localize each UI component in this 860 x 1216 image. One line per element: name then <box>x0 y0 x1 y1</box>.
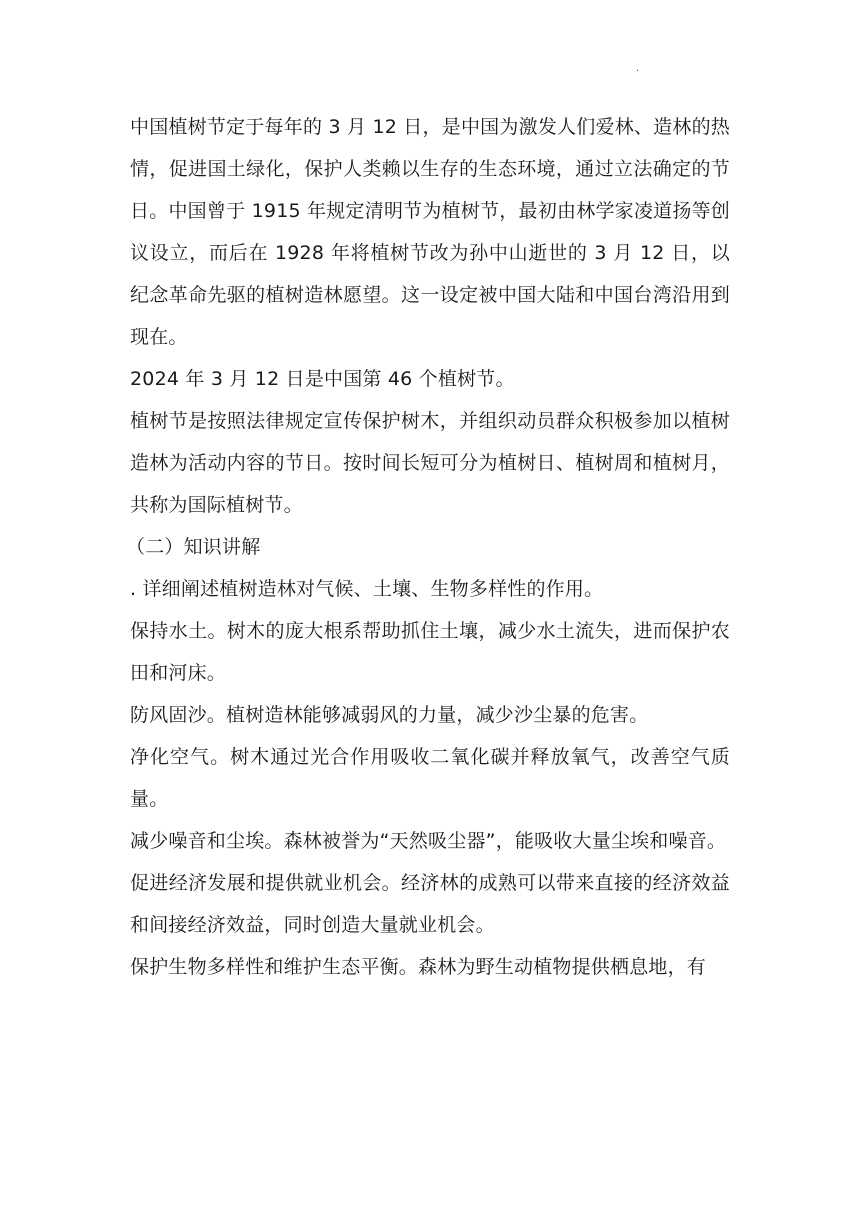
paragraph-biodiversity: 保护生物多样性和维护生态平衡。森林为野生动植物提供栖息地，有 <box>130 956 707 978</box>
paragraph-noise-dust-reduction: 减少噪音和尘埃。森林被誉为“天然吸尘器”，能吸收大量尘埃和噪音。 <box>130 830 727 852</box>
document-body <box>126 106 730 988</box>
paragraph-2024-arbor-day: 2024 年 3 月 12 日是中国第 46 个植树节。 <box>130 368 515 390</box>
paragraph-windbreak: 防风固沙。植树造林能够减弱风的力量，减少沙尘暴的危害。 <box>130 704 649 726</box>
paragraph-economic-benefit: 促进经济发展和提供就业机会。经济林的成熟可以带来直接的经济效益和间接经济效益，同时创造大量就业机会。 <box>130 872 730 936</box>
paragraph-arbor-day-definition: 植树节是按照法律规定宣传保护树木，并组织动员群众积极参加以植树造林为活动内容的节日。按时间长短可分为植树日、植树周和植树月，共称为国际植树节。 <box>130 410 730 516</box>
corner-mark: . <box>636 63 640 74</box>
paragraph-arbor-day-intro: 中国植树节定于每年的 3 月 12 日，是中国为激发人们爱林、造林的热情，促进国土绿化，保护人类赖以生存的生态环境，通过立法确定的节日。中国曾于 1915 年规定清明节为植树节，最初由林学家凌道扬等创议设立，而后在 1928 年将植树节改为孙中山逝世的 3 月 12 日，以纪念革命先驱的植树造林愿望。这一设定被中国大陆和中国台湾沿用到现在。 <box>130 116 730 348</box>
paragraph-soil-conservation: 保持水土。树木的庞大根系帮助抓住土壤，减少水土流失，进而保护农田和河床。 <box>130 620 730 684</box>
paragraph-task-statement: . 详细阐述植树造林对气候、土壤、生物多样性的作用。 <box>130 578 604 600</box>
paragraph-air-purification: 净化空气。树木通过光合作用吸收二氧化碳并释放氧气，改善空气质量。 <box>130 746 730 810</box>
section-heading-knowledge: （二）知识讲解 <box>126 536 261 558</box>
